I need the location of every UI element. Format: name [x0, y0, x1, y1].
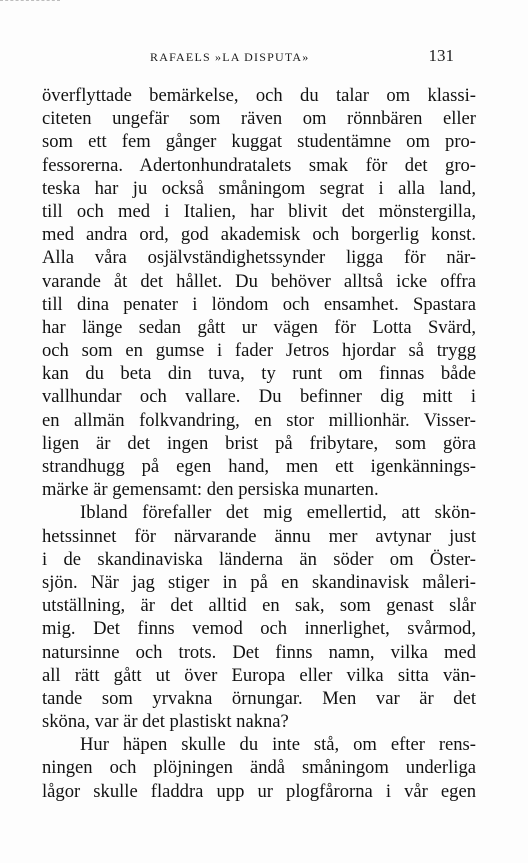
text-line: överflyttade bemärkelse, och du talar om klassi- [42, 85, 476, 106]
text-line: Alla våra osjälvständighetssynder ligga för när- [42, 247, 476, 269]
text-line: har länge sedan gått ur vägen för Lotta Svärd, [42, 316, 476, 338]
text-line: utställning, är det alltid en sak, som genast slår [42, 595, 476, 617]
paragraph [42, 501, 476, 733]
text-line: sjön. När jag stiger in på en skandinavisk måleri- [42, 571, 476, 593]
text-line: en allmän folkvandring, en stor millionhär. Visser- [42, 409, 476, 431]
body-text [42, 84, 476, 803]
text-line: natursinne och trots. Det finns namn, vilka med [42, 641, 476, 663]
text-line: märke är gemensamt: den persiska munarten. [42, 479, 379, 501]
text-line: Hur häpen skulle du inte stå, om efter rens- [80, 734, 476, 756]
paragraph [42, 733, 476, 803]
text-line: sköna, var är det plastiskt nakna? [42, 711, 289, 733]
text-line: Ibland förefaller det mig emellertid, att skön- [80, 502, 476, 524]
text-line: strandhugg på egen hand, men ett igenkännings- [42, 456, 476, 477]
text-line: till och med i Italien, har blivit det mönstergilla, [42, 200, 476, 222]
text-line: ningen och plöjningen ändå småningom underliga [42, 757, 476, 779]
text-line: vallhundar och vallare. Du befinner dig mitt i [42, 386, 476, 408]
page-number: 131 [428, 46, 454, 65]
text-line: och som en gumse i fader Jetros hjordar så trygg [42, 340, 476, 362]
text-line: teska har ju också småningom segrat i alla land, [42, 177, 476, 199]
text-line: kan du beta din tuva, ty runt om finnas både [42, 363, 476, 385]
text-line: citeten ungefär som räven om rönnbären eller [42, 108, 476, 130]
paragraph [42, 84, 476, 501]
text-line: till dina penater i löndom och ensamhet. Spastara [42, 293, 476, 315]
text-line: som ett fem gånger kuggat studentämne om pro- [42, 131, 476, 153]
text-line: hetssinnet för närvarande ännu mer avtynar just [42, 525, 476, 547]
text-line: varande åt det hållet. Du behöver alltså icke offra [42, 270, 476, 292]
running-head: RAFAELS »LA DISPUTA» [150, 50, 310, 64]
text-line: lågor skulle fladdra upp ur plogfårorna i vår egen [42, 780, 476, 802]
text-line: all rätt gått ut över Europa eller vilka sitta vän- [42, 664, 476, 686]
text-line: med andra ord, god akademisk och borgerlig konst. [42, 224, 476, 246]
text-line: fessorerna. Adertonhundratalets smak för det gro- [42, 154, 476, 176]
text-line: i de skandinaviska länderna än söder om Öster- [42, 548, 476, 570]
text-line: mig. Det finns vemod och innerlighet, svårmod, [42, 618, 476, 640]
text-line: ligen är det ingen brist på fribytare, som göra [42, 432, 476, 454]
scan-corner-mark [0, 0, 60, 7]
text-line: tande som yrvakna örnungar. Men var är det [42, 687, 476, 709]
